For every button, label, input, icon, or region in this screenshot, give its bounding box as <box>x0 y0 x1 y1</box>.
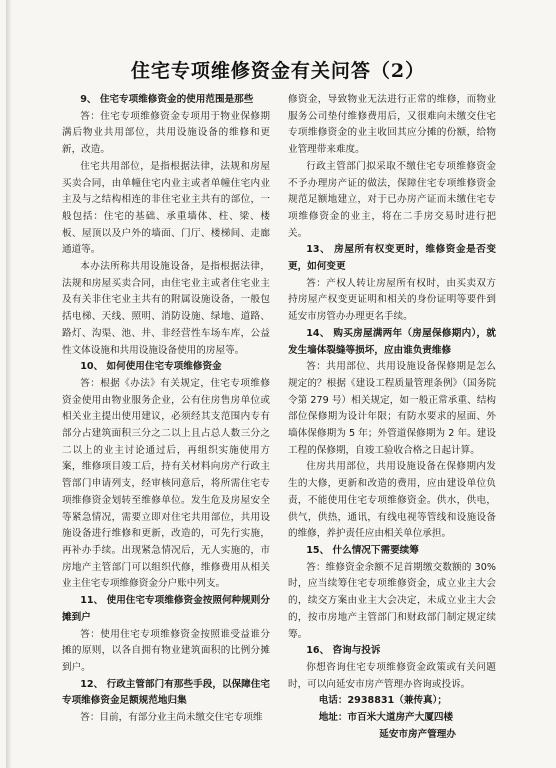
question-heading: 16、 咨询与投诉 <box>306 645 381 657</box>
scan-edge <box>6 0 12 768</box>
question-heading: 10、 如何使用住宅专项维修资金 <box>80 361 222 373</box>
question-heading: 15、 什么情况下需要续筹 <box>306 544 419 556</box>
contact-phone: 电话：2938831（兼传真）； <box>318 695 447 707</box>
answer-paragraph: 修资金，导致物业无法进行正常的维修，而物业服务公司垫付维修费用后，又很难向未缴交住宅专项维修资金的业主收回其应分摊的份额，给物业管理带来难度。 <box>288 94 496 156</box>
question-heading: 9、 住宅专项维修资金的使用范围是那些 <box>80 94 254 105</box>
answer-paragraph: 答：维修资金余额不足首期缴交数额的 30% 时，应当续筹住宅专项维修资金，成立业主大会的，续交方案由业主大会决定，未成立业主大会的，按市房地产主管部门和财政部门制定规定续筹。 <box>288 561 496 640</box>
question-heading: 11、 使用住宅专项维修资金按照何种规则分摊到户 <box>62 595 270 623</box>
answer-paragraph: 答：产权人转让房屋所有权时，由买卖双方持房屋产权变更证明和相关的身份证明等要件到延安市房管办办理更名手续。 <box>288 277 496 323</box>
answer-paragraph: 住宅共用部位，是指根据法律，法规和房屋买卖合同，由单幢住宅内业主或者单幢住宅内业主及与之结构相连的非住宅业主共有的部位，一般包括：住宅的基础、承重墙体、柱、梁、楼板、屋顶以及户外的墙面、门厅、楼梯间、走廊通道等。 <box>62 160 270 256</box>
right-column <box>288 92 496 743</box>
answer-paragraph: 答：目前，有部分业主尚未缴交住宅专项维 <box>80 712 263 724</box>
contact-address: 地址：市百米大道房产大厦四楼 <box>318 712 454 724</box>
answer-paragraph: 行政主管部门拟采取不缴住宅专项维修资金不予办理房产证的做法，保障住宅专项维修资金规范足额地建立，对于已办房产证而未缴住宅专项维修资金的业主，将在二手房交易时进行把关。 <box>288 160 496 239</box>
answer-paragraph: 本办法所称共用设施设备，是指根据法律，法规和房屋买卖合同，由住宅业主或者住宅业主及有关非住宅业主共有的附属设施设备，一般包括电梯、天线、照明、消防设施、绿地、道路、路灯、沟渠、池、井、非经营性车场车库，公益性文体设施和共用设施设备使用的房屋等。 <box>62 261 270 356</box>
question-heading: 12、 行政主管部门有那些手段，以保障住宅专项维修资金足额规范地归集 <box>62 678 270 707</box>
left-column <box>62 92 270 727</box>
page-title: 住宅专项维修资金有关问答（2） <box>130 60 426 82</box>
answer-paragraph: 答：共用部位、共用设施设备保修期是怎么规定的？根据《建设工程质量管理条例》（国务院令第 279 号）相关规定，如一般正常承重、结构部位保修期为设计年限；有防水要求的屋面、外墙体保修期为 5 年；外管道保修期为 2 年。建设工程的保修期，自竣工验收合格之日起计算。 <box>288 361 496 456</box>
answer-paragraph: 答：使用住宅专项维修资金按照谁受益谁分摊的原则，以各自拥有物业建筑面积的比例分摊到户。 <box>62 628 270 673</box>
issuing-office: 延安市房产管理办 <box>379 728 456 740</box>
answer-paragraph: 住房共用部位，共用设施设备在保修期内发生的大修，更新和改造的费用，应由建设单位负责，不能使用住宅专项维修资金。供水，供电，供气，供热，通讯，有线电视等管线和设施设备的维修，养护责任应由相关单位承担。 <box>288 461 496 540</box>
answer-paragraph: 答：根据《办法》有关规定，住宅专项维修资金使用由物业服务企业，公有住房售房单位或相关业主提出使用建议，必须经其支范围内专有部分占建筑面积三分之二以上且占总人数三分之二以上的业主讨论通过后，再组织实施使用方案，维修项目竣工后，持有关材料向房产行政主管部门申请列支，经审核同意后，将所需住宅专项维修资金划转至维修单位。发生危及房屋安全等紧急情况，需要立即对住宅共用部位，共用设施设备进行维修和更新，改造的，可先行实施，再补办手续。出现紧急情况后，无人实施的，市房地产主管部门可以组织代修，维修费用从相关业主住宅专项维修资金分户账中列支。 <box>62 377 270 590</box>
answer-paragraph: 答：住宅专项维修资金专项用于物业保修期满后物业共用部位，共用设施设备的维修和更新，改造。 <box>62 110 270 156</box>
answer-paragraph: 你想咨询住宅专项维修资金政策或有关问题时，可以向延安市房产管理办咨询或投诉。 <box>288 661 496 690</box>
question-heading: 14、 购买房屋满两年（房屋保修期内），就发生墙体裂缝等损坏，应由谁负责维修 <box>288 327 496 356</box>
question-heading: 13、 房屋所有权变更时，维修资金是否变更，如何变更 <box>288 244 496 273</box>
